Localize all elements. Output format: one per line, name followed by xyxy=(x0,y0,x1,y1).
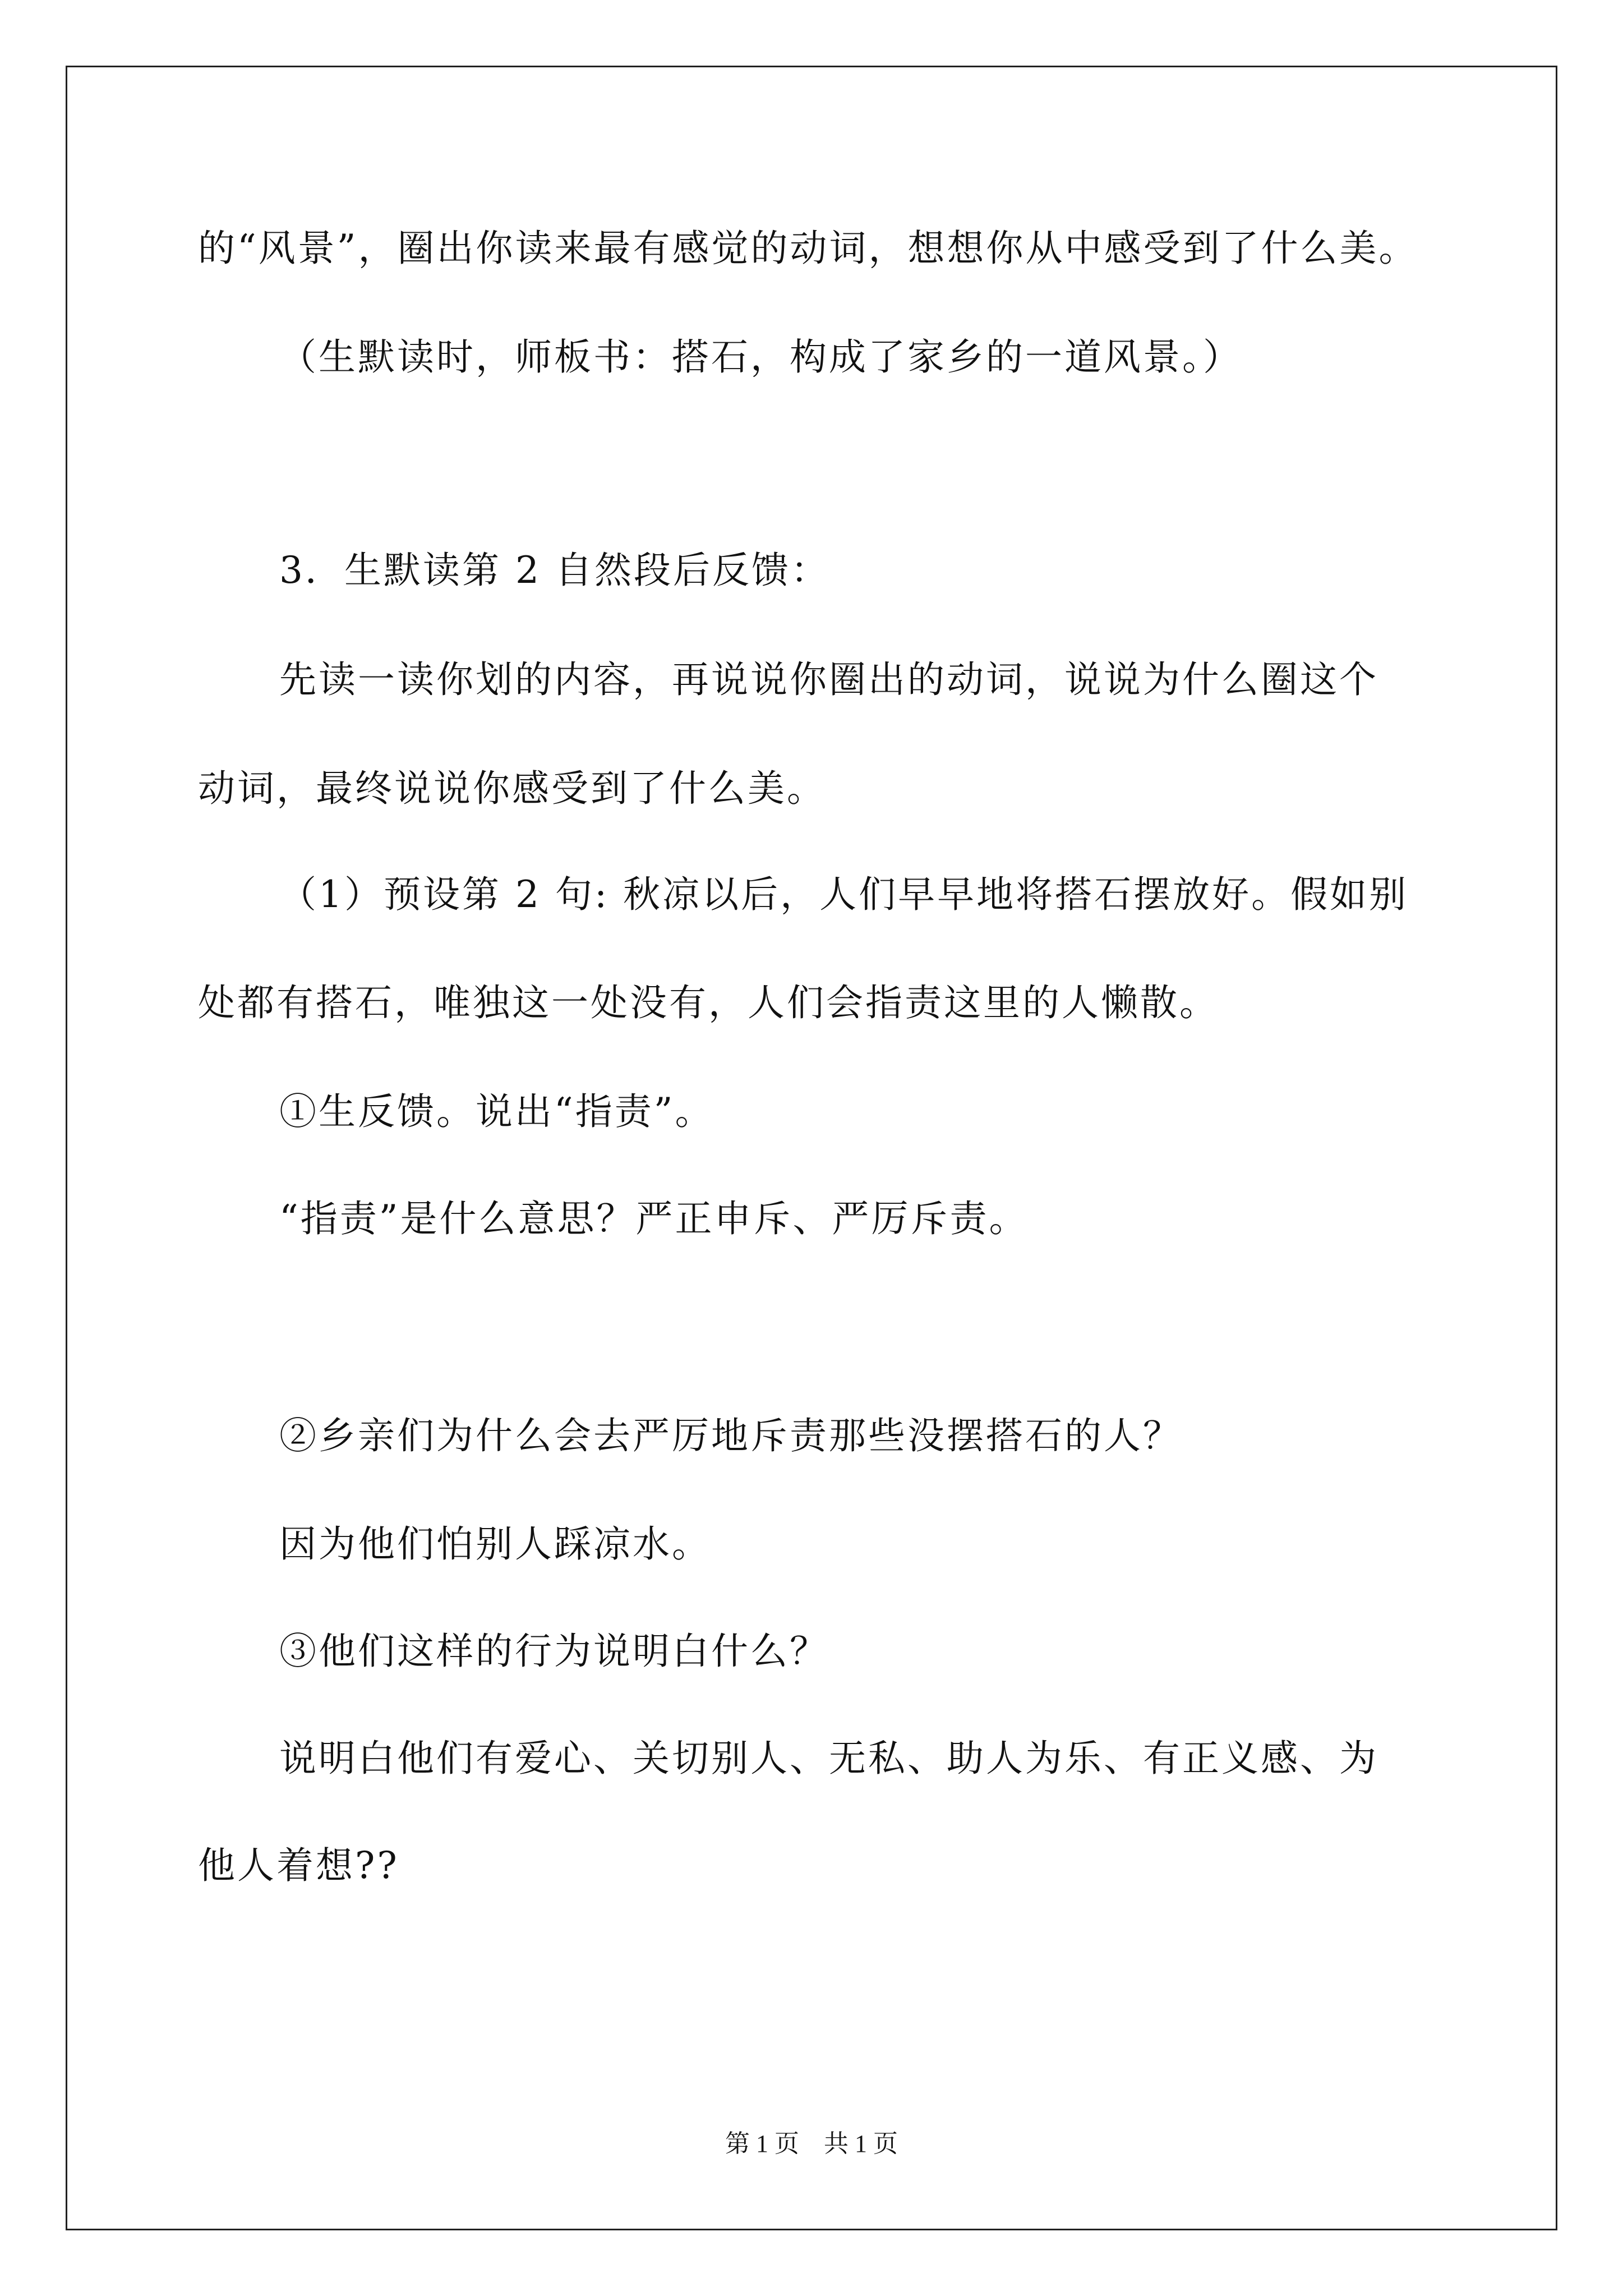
paragraph-line: 因为他们怕别人踩凉水。 xyxy=(279,1522,711,1566)
paragraph-line: ②乡亲们为什么会去严厉地斥责那些没摆搭石的人？ xyxy=(279,1414,1182,1457)
page-border xyxy=(66,66,1557,2230)
paragraph-line: 处都有搭石，唯独这一处没有，人们会指责这里的人懒散。 xyxy=(198,981,1219,1024)
page-number: 第 1 页 共 1 页 xyxy=(725,2130,898,2157)
paragraph-line: ③他们这样的行为说明白什么？ xyxy=(279,1630,829,1673)
paragraph-line: 说明白他们有爱心、关切别人、无私、助人为乐、有正义感、为 xyxy=(279,1737,1378,1780)
paragraph-line: 3．生默读第 2 自然段后反馈： xyxy=(279,549,830,592)
paragraph-line: 他人着想?? xyxy=(198,1844,399,1887)
paragraph-line: ①生反馈。说出“指责”。 xyxy=(279,1090,714,1133)
paragraph-line: 动词，最终说说你感受到了什么美。 xyxy=(198,767,826,810)
paragraph-line: 的“风景”，圈出你读来最有感觉的动词，想想你从中感受到了什么美。 xyxy=(198,227,1418,270)
paragraph-line: （1）预设第 2 句: 秋凉以后，人们早早地将搭石摆放好。假如别 xyxy=(279,873,1409,916)
paragraph-line: 先读一读你划的内容，再说说你圈出的动词，说说为什么圈这个 xyxy=(279,658,1378,701)
paragraph-line: “指责”是什么意思？严正申斥、严厉斥责。 xyxy=(279,1197,1029,1240)
paragraph-line: （生默读时，师板书：搭石，构成了家乡的一道风景。） xyxy=(279,335,1242,379)
